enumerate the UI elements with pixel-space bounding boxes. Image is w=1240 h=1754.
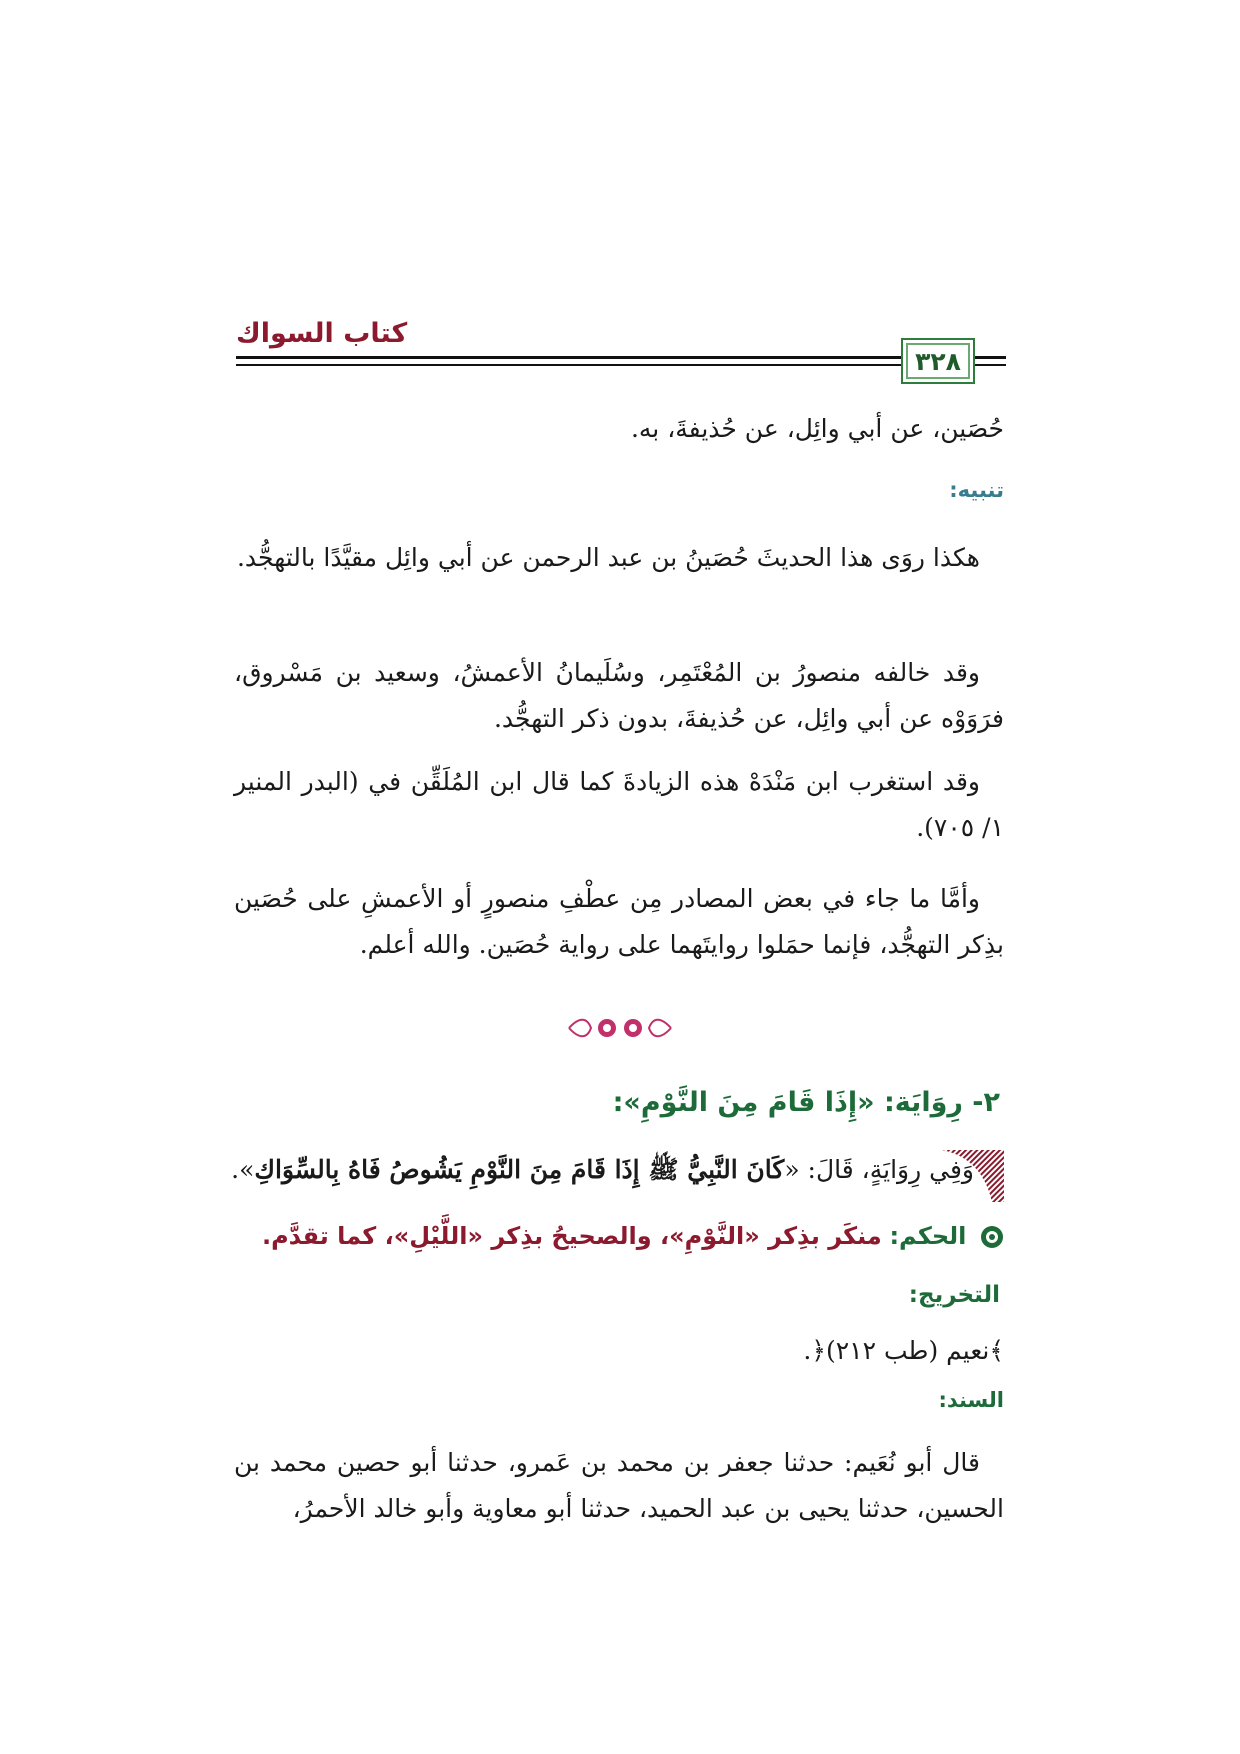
ruling-value: منكَر بذِكر «النَّوْمِ»، والصحيحُ بذِكر «اللَّيْلِ»، كما تقدَّم. — [261, 1222, 882, 1250]
quote-prefix: وَفِي رِوَايَةٍ، قَالَ: « — [784, 1155, 974, 1184]
ornament-divider-icon — [565, 1013, 675, 1043]
sanad-text: قال أبو نُعَيم: حدثنا جعفر بن محمد بن عَمرو، حدثنا أبو حصين محمد بن الحسين، حدثنا يحيى بن عبد الحميد، حدثنا أبو معاوية وأبو خالد الأحمرُ، — [234, 1448, 1004, 1523]
paragraph-5: وأمَّا ما جاء في بعض المصادر مِن عطْفِ منصورٍ أو الأعمشِ على حُصَين بذِكر التهجُّد، فإنما حمَلوا روايتَهما على رواية حُصَين. والله أعلم. — [234, 884, 1004, 959]
flower-seal-icon — [980, 1225, 1004, 1249]
paragraph-4: وقد استغرب ابن مَنْدَهْ هذه الزيادةَ كما قال ابن المُلَقِّن في (البدر المنير ١/ ٧٠٥). — [234, 767, 1004, 842]
quote-body: كَانَ النَّبِيُّ ﷺ إِذَا قَامَ مِنَ النَّوْمِ يَشُوصُ فَاهُ بِالسِّوَاكِ — [254, 1155, 785, 1184]
paragraph-1: حُصَين، عن أبي وائِل، عن حُذيفةَ، به. — [630, 414, 1004, 443]
paragraph-3: وقد خالفه منصورُ بن المُعْتَمِر، وسُلَيمانُ الأعمشُ، وسعيد بن مَسْروق، فرَوَوْه عن أبي وائِل، عن حُذيفةَ، بدون ذكر التهجُّد. — [234, 658, 1004, 733]
tanbih-label: تنبيه: — [949, 478, 1004, 502]
quote-text — [231, 1154, 974, 1191]
ruling-line — [262, 1222, 1004, 1250]
sanad-label: السند: — [938, 1388, 1004, 1412]
book-title: كتاب السواك — [236, 318, 408, 349]
quote-row — [231, 1150, 1004, 1202]
quote-suffix: ». — [231, 1155, 255, 1184]
header-rule-right-top — [978, 356, 1006, 359]
header-rule-thin — [236, 364, 1006, 366]
section-title: ٢- رِوَايَة: «إِذَا قَامَ مِنَ النَّوْمِ»: — [612, 1087, 1000, 1118]
ruling-label: الحكم: — [889, 1222, 967, 1250]
header-rule-right-bottom — [978, 364, 1006, 366]
header-rule-thick — [236, 356, 1006, 359]
paragraph-2: هكذا روَى هذا الحديثَ حُصَينُ بن عبد الرحمن عن أبي وائِل مقيَّدًا بالتهجُّد. — [236, 543, 980, 572]
page-header — [236, 318, 1036, 398]
page-number: ٣٢٨ — [901, 338, 975, 384]
takhrij-value: ﴾نعيم (طب ٢١٢)﴿. — [803, 1336, 1004, 1365]
takhrij-label: التخريج: — [908, 1282, 1000, 1308]
